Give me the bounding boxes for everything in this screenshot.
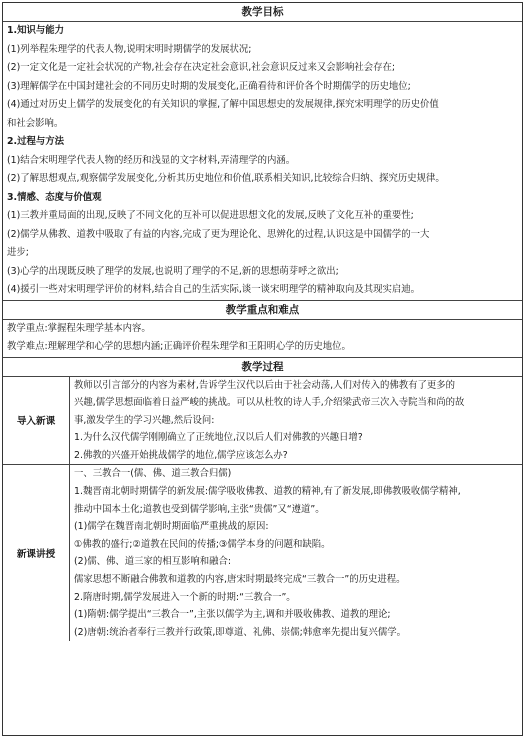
goals-line: 2.过程与方法 [7, 136, 64, 147]
new-line: (2)儒、佛、道三家的相互影响和融合: [74, 556, 232, 568]
intro-content [70, 377, 522, 465]
focus-line: 教学重点:掌握程朱理学基本内容。 [7, 322, 151, 334]
new-line: 2.隋唐时期,儒学发展进入一个新的时期:“三教合一”。 [74, 591, 296, 603]
new-line: (1)儒学在魏晋南北朝时期面临严重挑战的原因: [74, 521, 269, 533]
goals-line: (4)通过对历史上儒学的发展变化的有关知识的掌握,了解中国思想史的发展规律,探究宋明理学的历史价值 [7, 99, 439, 110]
intro-line: 1.为什么汉代儒学刚刚确立了正统地位,汉以后人们对佛教的兴趣日增? [74, 432, 363, 444]
goals-line: 和社会影响。 [7, 117, 64, 129]
process-title: 教学过程 [3, 358, 522, 377]
goals-line: 进步; [7, 247, 29, 258]
intro-line: 教师以引言部分的内容为素材,告诉学生汉代以后由于社会动荡,人们对传入的佛教有了更多的 [74, 379, 455, 391]
new-line: 儒家思想不断融合佛教和道教的内容,唐宋时期最终完成“三教合一”的历史进程。 [74, 574, 406, 586]
focus-line: 教学难点:理解理学和心学的思想内涵;正确评价程朱理学和王阳明心学的历史地位。 [7, 341, 351, 352]
goals-body [3, 22, 522, 300]
new-line: (1)隋朝:儒学提出“三教合一”,主张以儒学为主,调和并吸收佛教、道教的理论; [74, 609, 391, 621]
goals-line: (1)列举程朱理学的代表人物,说明宋明时期儒学的发展状况; [7, 43, 252, 55]
focus-title: 教学重点和难点 [3, 301, 522, 320]
new-line: (2)唐朝:统治者奉行三教并行政策,即尊道、礼佛、崇儒;韩愈率先提出复兴儒学。 [74, 626, 406, 638]
goals-line: (2)儒学从佛教、道教中吸取了有益的内容,完成了更为理论化、思辨化的过程,认识这是中国儒学的一大 [7, 228, 430, 240]
goals-line: (2)一定文化是一定社会状况的产物,社会存在决定社会意识,社会意识反过来又会影响社会存在; [7, 62, 396, 73]
goals-title: 教学目标 [3, 3, 522, 22]
intro-line: 2.佛教的兴盛开始挑战儒学的地位,儒学应该怎么办? [74, 449, 288, 461]
intro-line: 事,激发学生的学习兴趣,然后设问: [74, 414, 215, 426]
focus-body [3, 320, 522, 357]
intro-label: 导入新课 [3, 377, 70, 465]
new-line: 一、三教合一(儒、佛、道三教合归儒) [74, 468, 232, 480]
new-line: 1.魏晋南北朝时期儒学的新发展:儒学吸收佛教、道教的精神,有了新发展,即佛教吸收儒学精神, [74, 486, 461, 498]
intro-line: 兴趣,儒学思想面临着日益严峻的挑战。可以从杜牧的诗人手,介绍梁武帝三次入寺院当和尚的故 [74, 397, 465, 409]
goals-line: 1.知识与能力 [7, 25, 64, 36]
new-line: 推动中国本土化;道教也受到儒学影响,主张“贵儒”又“遵道”。 [74, 503, 325, 515]
goals-line: (1)三教并重局面的出现,反映了不同文化的互补可以促进思想文化的发展,反映了文化互补的重要性; [7, 210, 414, 221]
new-lesson-content [70, 465, 522, 641]
goals-line: 3.情感、态度与价值观 [7, 191, 102, 203]
goals-line: (1)结合宋明理学代表人物的经历和浅显的文字材料,弄清理学的内涵。 [7, 154, 296, 166]
goals-line: (2)了解思想观点,观察儒学发展变化,分析其历史地位和价值,联系相关知识,比较综合归纳、探究历史规律。 [7, 173, 445, 184]
new-lesson-label: 新课讲授 [3, 465, 70, 641]
intro-row [3, 377, 522, 465]
goals-line: (3)理解儒学在中国封建社会的不同历史时期的发展变化,正确看待和评价各个时期儒学的历史地位; [7, 80, 411, 92]
new-lesson-row [3, 464, 522, 641]
goals-line: (4)援引一些对宋明理学评价的材料,结合自己的生活实际,谈一谈宋明理学的精神取向及其现实启迪。 [7, 284, 420, 295]
lesson-plan-table [2, 2, 523, 736]
new-line: ①佛教的盛行;②道教在民间的传播;③儒学本身的问题和缺陷。 [74, 538, 331, 550]
goals-line: (3)心学的出现既反映了理学的发展,也说明了理学的不足,新的思想萌芽呼之欲出; [7, 265, 339, 277]
